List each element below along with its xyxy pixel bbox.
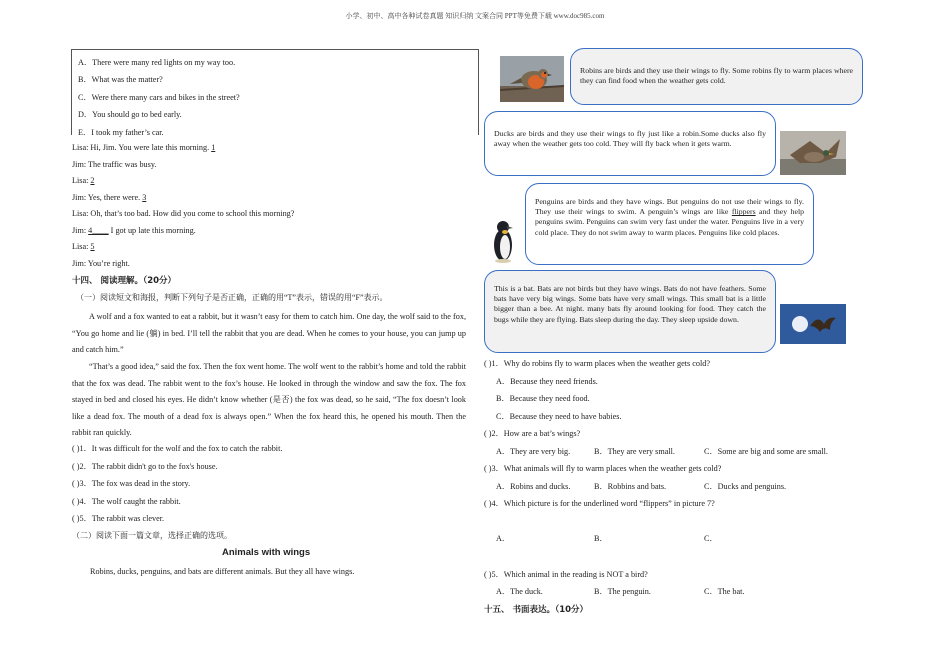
mc-1-option-c: C．Because they need to have babies.: [496, 412, 622, 421]
dialog-line-8: Jim: You’re right.: [72, 259, 130, 268]
mc-4-option-c: C．: [704, 534, 718, 543]
article-intro: Robins, ducks, penguins, and bats are different animals. But they all have wings.: [90, 567, 355, 576]
penguin-picture: [488, 217, 518, 263]
robin-picture: [500, 56, 564, 102]
tf-question-1: ( )1．It was difficult for the wolf and the fox to catch the rabbit.: [72, 444, 283, 453]
dialog-line-3: Lisa: 2: [72, 176, 95, 185]
mc-question-2: ( )2．How are a bat’s wings?: [484, 429, 581, 438]
robin-bubble: Robins are birds and they use their wings to fly. Some robins fly to warm places where they can find food when the weather gets cold.: [570, 48, 863, 105]
part-2-instruction: （二）阅读下面一篇文章，选择正确的选项。: [72, 531, 232, 540]
mc-2-option-c: C．Some are big and some are small.: [704, 447, 828, 456]
section-14-title: 十四、 阅读理解。（20分）: [72, 276, 177, 286]
mc-3-option-c: C．Ducks and penguins.: [704, 482, 787, 491]
mc-1-option-a: A．Because they need friends.: [496, 377, 598, 386]
dialog-line-2: Jim: The traffic was busy.: [72, 160, 157, 169]
story-paragraph-2: “That’s a good idea,” said the fox. Then the fox went home. The wolf went to the rabbit’s home and told the rabbit that the fox was dead. The rabbit went to the fox’s house. He looked in through the window and saw the fox. The fox stayed in bed and closed his eyes. He didn’t know whether (是否) the fox was dead, so he said, “The fox doesn’t look like a dead fox. The mouth of a dead fox is always open.” When the fox heard this, he opened his mouth. Then the rabbit ran quickly.: [72, 362, 466, 437]
mc-4-option-b: B．: [594, 534, 608, 543]
mc-5-option-b: B．The penguin.: [594, 587, 651, 596]
duck-picture: [780, 131, 846, 175]
mc-question-5: ( )5．Which animal in the reading is NOT a bird?: [484, 570, 648, 579]
mc-1-option-b: B．Because they need food.: [496, 394, 590, 403]
bat-picture: [780, 304, 846, 344]
mc-5-option-c: C．The bat.: [704, 587, 745, 596]
mc-5-option-a: A．The duck.: [496, 587, 543, 596]
option-d: D．You should go to bed early.: [78, 110, 182, 119]
mc-3-option-b: B．Robbins and bats.: [594, 482, 667, 491]
option-a: A．There were many red lights on my way too.: [78, 58, 236, 67]
option-e: E．I took my father’s car.: [78, 128, 164, 137]
duck-bubble: Ducks are birds and they use their wings to fly just like a robin.Some ducks also fly away when the weather gets too cold. They will fly back when it gets warm.: [484, 111, 776, 176]
article-title: Animals with wings: [222, 547, 311, 558]
mc-question-3: ( )3．What animals will fly to warm places when the weather gets cold?: [484, 464, 722, 473]
dialog-line-7: Lisa: 5: [72, 242, 95, 251]
part-1-instruction: （一）阅读短文和海报，判断下列句子是否正确，正确的用“T”表示，错误的用“F”表示。: [76, 293, 388, 302]
option-c: C．Were there many cars and bikes in the street?: [78, 93, 240, 102]
dialog-line-5: Lisa: Oh, that’s too bad. How did you come to school this morning?: [72, 209, 295, 218]
dialog-line-1: Lisa: Hi, Jim. You were late this morning. 1: [72, 143, 216, 152]
dialog-line-4: Jim: Yes, there were. 3: [72, 193, 147, 202]
option-b: B．What was the matter?: [78, 75, 163, 84]
story-paragraph-1: A wolf and a fox wanted to eat a rabbit, but it wasn’t easy for them to catch him. One day, the wolf said to the fox, “You go home and lie (躺) in bed. I’ll tell the rabbit that you are dead. When he comes to your house, you can jump up and catch him.”: [72, 312, 466, 354]
tf-question-2: ( )2．The rabbit didn't go to the fox's house.: [72, 462, 218, 471]
mc-3-option-a: A．Robins and ducks.: [496, 482, 571, 491]
penguin-bubble: Penguins are birds and they have wings. But penguins do not use their wings to fly. They use their wings to swim. A penguin’s wings are like flippers and they help penguins swim. Penguins can swim very fast under the water. Penguins live in a very cold place. They do not swim away to warm places. Penguins like cold places.: [525, 183, 814, 265]
tf-question-4: ( )4．The wolf caught the rabbit.: [72, 497, 181, 506]
mc-question-1: ( )1．Why do robins fly to warm places when the weather gets cold?: [484, 359, 710, 368]
mc-4-option-a: A．: [496, 534, 511, 543]
flippers-word: flippers: [731, 207, 756, 217]
tf-question-3: ( )3．The fox was dead in the story.: [72, 479, 191, 488]
section-15-title: 十五、 书面表达。（10分）: [484, 605, 589, 615]
dialog-line-6: Jim: 4____ I got up late this morning.: [72, 226, 196, 235]
mc-2-option-b: B．They are very small.: [594, 447, 675, 456]
mc-question-4: ( )4．Which picture is for the underlined word “flippers” in picture 7?: [484, 499, 715, 508]
tf-question-5: ( )5．The rabbit was clever.: [72, 514, 165, 523]
bat-bubble: This is a bat. Bats are not birds but they have wings. Bats do not have feathers. Some bats have very big wings. Some bats have very small wings. This small bat is a little bigger than a bee. At night. many bats fly around looking for food. They catch the bugs while they are flying. Bats sleep during the day. They sleep upside down.: [484, 270, 776, 353]
page-header: 小学、初中、高中各种试卷真题 知识归纳 文案合同 PPT等免费下载 www.doc985.com: [345, 12, 605, 20]
mc-2-option-a: A．They are very big.: [496, 447, 571, 456]
